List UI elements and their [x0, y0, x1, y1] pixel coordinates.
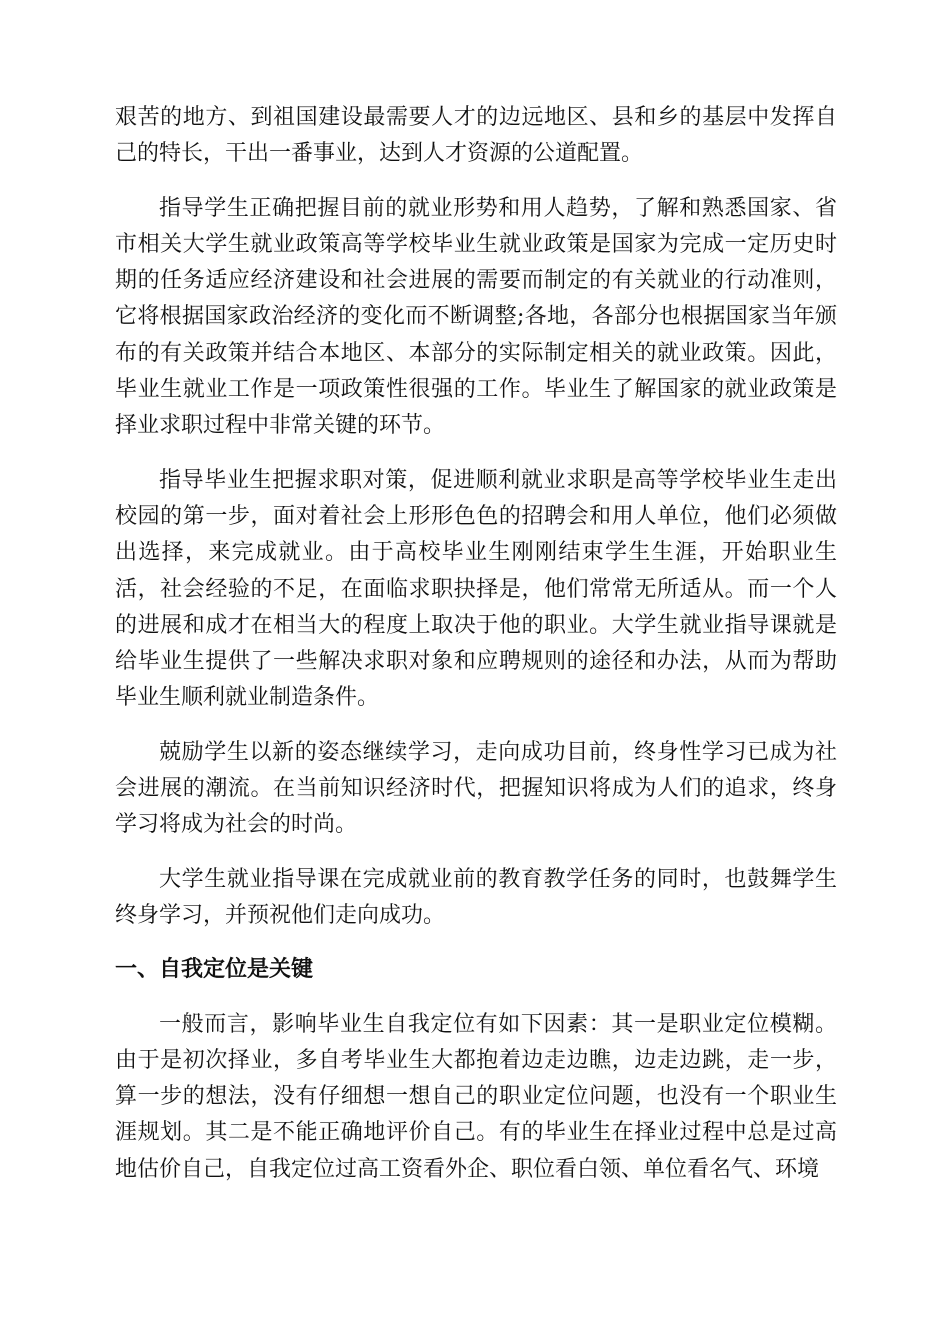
- section-heading: 一、自我定位是关键: [115, 957, 314, 983]
- paragraph-lifelong-learning: 兢励学生以新的姿态继续学习，走向成功目前，终身性学习已成为社会进展的潮流。在当前知识经济时代，把握知识将成为人们的追求，终身学习将成为社会的时尚。: [115, 739, 837, 838]
- paragraph-self-positioning: 一般而言，影响毕业生自我定位有如下因素：其一是职业定位模糊。由于是初次择业，多自考毕业生大都抱着边走边瞧，边走边跳，走一步，算一步的想法，没有仔细想一想自己的职业定位问题，也没有一个职业生涯规划。其二是不能正确地评价自己。有的毕业生在择业过程中总是过高地估价自己，自我定位过高工资看外企、职位看白领、单位看名气、环境: [115, 1011, 837, 1182]
- paragraph-employment-policy: 指导学生正确把握目前的就业形势和用人趋势，了解和熟悉国家、省市相关大学生就业政策高等学校毕业生就业政策是国家为完成一定历史时期的任务适应经济建设和社会进展的需要而制定的有关就业的行动准则，它将根据国家政治经济的变化而不断调整;各地，各部分也根据国家当年颁布的有关政策并结合本地区、本部分的实际制定相关的就业政策。因此，毕业生就业工作是一项政策性很强的工作。毕业生了解国家的就业政策是择业求职过程中非常关键的环节。: [115, 195, 837, 439]
- paragraph-job-strategy: 指导毕业生把握求职对策，促进顺利就业求职是高等学校毕业生走出校园的第一步，面对着社会上形形色色的招聘会和用人单位，他们必须做出选择，来完成就业。由于高校毕业生刚刚结束学生生涯，开始职业生活，社会经验的不足，在面临求职抉择是，他们常常无所适从。而一个人的进展和成才在相当大的程度上取决于他的职业。大学生就业指导课就是给毕业生提供了一些解决求职对象和应聘规则的途径和办法，从而为帮助毕业生顺利就业制造条件。: [115, 467, 837, 711]
- continuation-paragraph: 艰苦的地方、到祖国建设最需要人才的边远地区、县和乡的基层中发挥自己的特长，干出一番事业，达到人才资源的公道配置。: [115, 105, 837, 167]
- paragraph-course-summary: 大学生就业指导课在完成就业前的教育教学任务的同时，也鼓舞学生终身学习，并预祝他们走向成功。: [115, 866, 837, 928]
- document-page: [115, 100, 837, 1188]
